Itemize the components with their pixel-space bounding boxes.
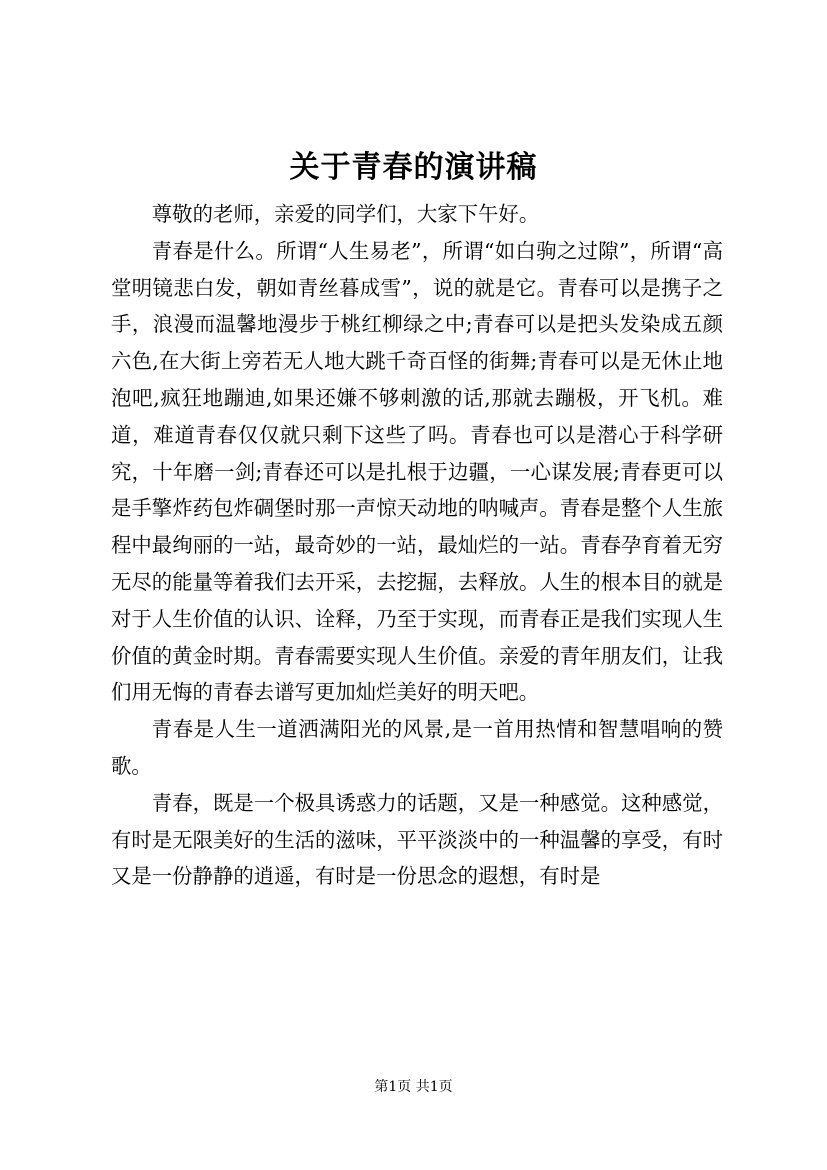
paragraph-what-is-youth: 青春是什么。所谓“人生易老”，所谓“如白驹之过隙”，所谓“高堂明镜悲白发，朝如青丝暮成雪”，说的就是它。青春可以是携子之手，浪漫而温馨地漫步于桃红柳绿之中;青春可以是把头发染成五颜六色,在大街上旁若无人地大跳千奇百怪的街舞;青春可以是无休止地泡吧,疯狂地蹦迪,如果还嫌不够刺激的话,那就去蹦极，开飞机。难道，难道青春仅仅就只剩下这些了吗。青春也可以是潜心于科学研究，十年磨一剑;青春还可以是扎根于边疆，一心谋发展;青春更可以是手擎炸药包炸碉堡时那一声惊天动地的呐喊声。青春是整个人生旅程中最绚丽的一站，最奇妙的一站，最灿烂的一站。青春孕育着无穷无尽的能量等着我们去开采，去挖掘，去释放。人生的根本目的就是对于人生价值的认识、诠释，乃至于实现，而青春正是我们实现人生价值的黄金时期。青春需要实现人生价值。亲爱的青年朋友们，让我们用无悔的青春去谱写更加灿烂美好的明天吧。: [111, 238, 723, 705]
document-title: 关于青春的演讲稿: [289, 150, 538, 185]
paragraph-greeting: 尊敬的老师，亲爱的同学们，大家下午好。: [151, 202, 540, 226]
paragraph-youth-feeling: 青春，既是一个极具诱惑力的话题，又是一种感觉。这种感觉，有时是无限美好的生活的滋味，平平淡淡中的一种温馨的享受，有时又是一份静静的逍遥，有时是一份思念的遐想，有时是: [111, 790, 723, 889]
document-body: [111, 196, 723, 895]
paragraph-youth-scenery: 青春是人生一道洒满阳光的风景,是一首用热情和智慧唱响的赞歌。: [111, 717, 723, 778]
page-number-footer: 第1页 共1页: [374, 1079, 453, 1095]
